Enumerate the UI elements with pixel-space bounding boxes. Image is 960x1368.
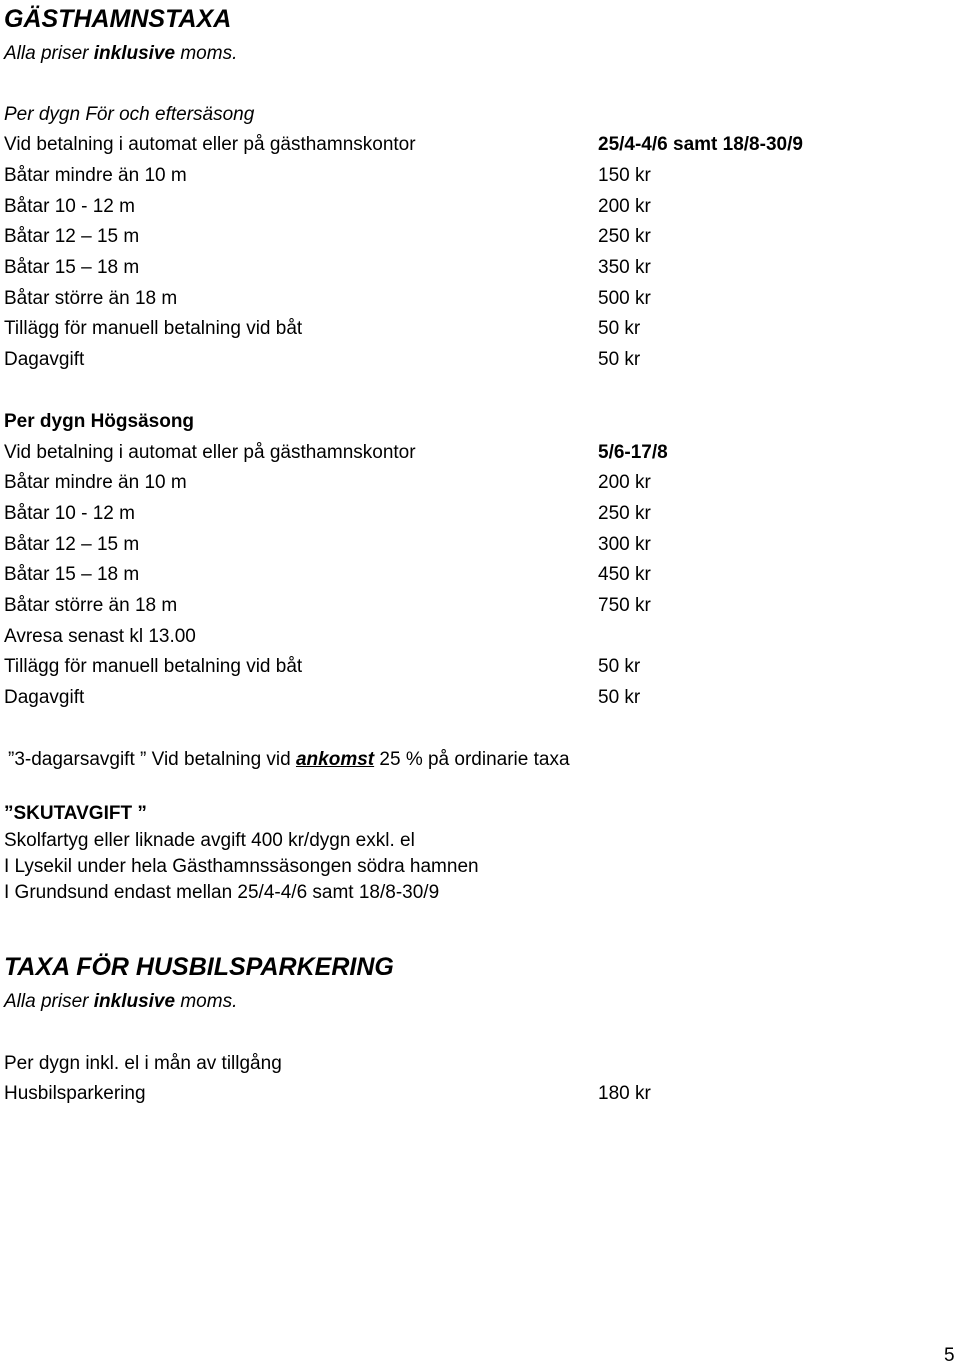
offseason-row-price: 250 kr	[598, 226, 651, 247]
skutavgift-line: I Grundsund endast mellan 25/4-4/6 samt 18/8-30/9	[4, 882, 440, 903]
highseason-row-label: Båtar 12 – 15 m	[4, 534, 140, 555]
offseason-row-price: 350 kr	[598, 257, 651, 278]
husbil-vat-prefix: Alla priser	[4, 991, 94, 1012]
offseason-row-label: Tillägg för manuell betalning vid båt	[4, 318, 303, 339]
offseason-row-price: 50 kr	[598, 318, 641, 339]
highseason-row-label: Båtar 10 - 12 m	[4, 503, 135, 524]
three-day-suffix: 25 % på ordinarie taxa	[374, 749, 570, 770]
highseason-period: 5/6-17/8	[598, 442, 668, 463]
offseason-period: 25/4-4/6 samt 18/8-30/9	[598, 134, 803, 155]
offseason-row-label: Båtar 12 – 15 m	[4, 226, 140, 247]
husbil-vat-bold: inklusive	[93, 991, 176, 1012]
husbil-per-day: Per dygn inkl. el i mån av tillgång	[4, 1053, 282, 1074]
page-number: 5	[944, 1345, 955, 1366]
offseason-heading-prefix: Per dygn	[4, 104, 86, 125]
skutavgift-line: Skolfartyg eller liknade avgift 400 kr/dygn exkl. el	[4, 830, 415, 851]
offseason-row-price: 200 kr	[598, 196, 651, 217]
vat-note-prefix: Alla priser	[4, 43, 94, 64]
page-title: GÄSTHAMNSTAXA	[4, 5, 232, 33]
vat-note-suffix: moms.	[175, 43, 238, 64]
offseason-payment-label: Vid betalning i automat eller på gästhamnskontor	[4, 134, 416, 155]
highseason-extra-label: Dagavgift	[4, 687, 85, 708]
highseason-row-label: Båtar mindre än 10 m	[4, 472, 187, 493]
vat-note	[4, 40, 237, 68]
highseason-row-price: 300 kr	[598, 534, 651, 555]
husbil-vat-note	[4, 988, 237, 1016]
highseason-heading: Per dygn Högsäsong	[4, 411, 195, 432]
highseason-payment-label: Vid betalning i automat eller på gästhamnskontor	[4, 442, 416, 463]
highseason-row-price: 750 kr	[598, 595, 651, 616]
offseason-row-label: Båtar 10 - 12 m	[4, 196, 135, 217]
skutavgift-line: I Lysekil under hela Gästhamnssäsongen södra hamnen	[4, 856, 479, 877]
highseason-row-label: Båtar 15 – 18 m	[4, 564, 140, 585]
husbil-label: Husbilsparkering	[4, 1083, 146, 1104]
skutavgift-heading: ”SKUTAVGIFT ”	[4, 803, 147, 824]
highseason-row-price: 200 kr	[598, 472, 651, 493]
offseason-row-price: 150 kr	[598, 165, 651, 186]
highseason-extra-price: 50 kr	[598, 687, 641, 708]
offseason-heading-italic: För och eftersäsong	[85, 104, 255, 125]
three-day-fee	[8, 746, 570, 774]
highseason-row-price: 450 kr	[598, 564, 651, 585]
offseason-row-price: 500 kr	[598, 288, 651, 309]
offseason-row-label: Båtar mindre än 10 m	[4, 165, 187, 186]
vat-note-bold: inklusive	[93, 43, 176, 64]
highseason-extra-label: Tillägg för manuell betalning vid båt	[4, 656, 303, 677]
husbil-price: 180 kr	[598, 1083, 651, 1104]
highseason-row-price: 250 kr	[598, 503, 651, 524]
offseason-row-label: Dagavgift	[4, 349, 85, 370]
offseason-row-label: Båtar 15 – 18 m	[4, 257, 140, 278]
offseason-row-label: Båtar större än 18 m	[4, 288, 178, 309]
three-day-prefix: ”3-dagarsavgift ” Vid betalning vid	[8, 749, 296, 770]
offseason-row-price: 50 kr	[598, 349, 641, 370]
three-day-emphasis: ankomst	[295, 749, 375, 770]
husbil-vat-suffix: moms.	[175, 991, 238, 1012]
highseason-extra-price: 50 kr	[598, 656, 641, 677]
husbil-title: TAXA FÖR HUSBILSPARKERING	[4, 953, 394, 981]
offseason-heading	[4, 101, 254, 129]
departure-note: Avresa senast kl 13.00	[4, 626, 196, 647]
highseason-row-label: Båtar större än 18 m	[4, 595, 178, 616]
